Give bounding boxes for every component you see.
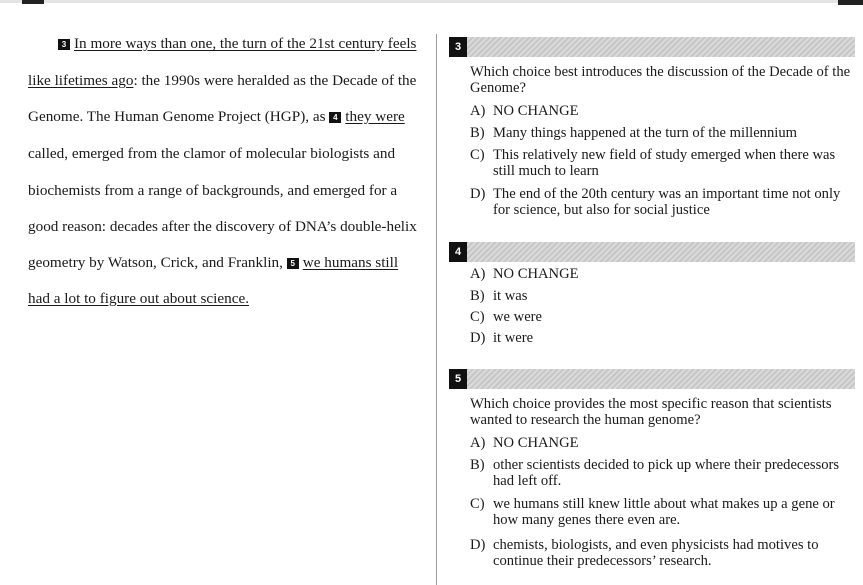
question-3-header — [449, 37, 855, 57]
column-divider — [436, 34, 437, 585]
question-5-option-a[interactable]: A) NO CHANGE — [470, 435, 579, 451]
question-5-header — [449, 369, 855, 389]
question-5-number: 5 — [449, 369, 467, 389]
passage-text: geometry by Watson, Crick, and Franklin, — [28, 254, 287, 271]
question-marker-5[interactable]: 5 — [287, 258, 299, 269]
underlined-portion-5a[interactable]: we humans still — [302, 254, 399, 271]
passage-line — [28, 72, 416, 90]
question-5-option-d[interactable]: D) chemists, biologists, and even physicists had motives to continue their predecessors’ research. — [470, 537, 819, 569]
underlined-portion-3a[interactable]: In more ways than one, the turn of the 21st century feels — [74, 35, 417, 52]
top-left-mark — [22, 0, 44, 4]
question-4-option-a[interactable]: A) NO CHANGE — [470, 266, 579, 282]
question-marker-3[interactable]: 3 — [58, 39, 70, 50]
question-3-option-c[interactable]: C) This relatively new field of study emerged when there was still much to learn — [470, 147, 836, 179]
question-5-prompt: Which choice provides the most specific reason that scientists wanted to research the human genome? — [470, 396, 832, 428]
question-4-number: 4 — [449, 242, 467, 262]
underlined-portion-4[interactable]: they were — [345, 108, 405, 125]
question-3-prompt: Which choice best introduces the discussion of the Decade of the Genome? — [470, 64, 851, 96]
question-4-option-c[interactable]: C) we were — [470, 309, 543, 325]
passage-line: called, emerged from the clamor of molecular biologists and — [28, 145, 396, 162]
question-3-option-a[interactable]: A) NO CHANGE — [470, 103, 579, 119]
question-3-option-b[interactable]: B) Many things happened at the turn of the millennium — [470, 125, 797, 141]
top-rule — [0, 0, 863, 3]
question-4-option-d[interactable]: D) it were — [470, 330, 534, 346]
question-5-option-c[interactable]: C) we humans still knew little about what makes up a gene or how many genes there even are. — [470, 496, 835, 528]
question-marker-4[interactable]: 4 — [329, 112, 341, 123]
underlined-portion-5b[interactable]: had a lot to figure out about science. — [28, 290, 249, 307]
passage-line — [28, 108, 405, 126]
passage-line: biochemists from a range of backgrounds, and emerged for a — [28, 182, 398, 199]
top-right-mark — [838, 0, 863, 5]
passage-line — [58, 35, 416, 53]
question-3-number: 3 — [449, 37, 467, 57]
passage-text: Genome. The Human Genome Project (HGP), as — [28, 108, 330, 125]
passage-line — [28, 254, 398, 272]
question-5-option-b[interactable]: B) other scientists decided to pick up where their predecessors had left off. — [470, 457, 840, 489]
passage-line — [28, 290, 249, 308]
passage-text: : the 1990s were heralded as the Decade of the — [133, 72, 417, 89]
question-4-option-b[interactable]: B) it was — [470, 288, 528, 304]
question-3-option-d[interactable]: D) The end of the 20th century was an important time not only for science, but also for social justice — [470, 186, 841, 218]
underlined-portion-3b[interactable]: like lifetimes ago — [28, 72, 134, 89]
question-4-header — [449, 242, 855, 262]
passage-line: good reason: decades after the discovery of DNA’s double-helix — [28, 218, 417, 235]
